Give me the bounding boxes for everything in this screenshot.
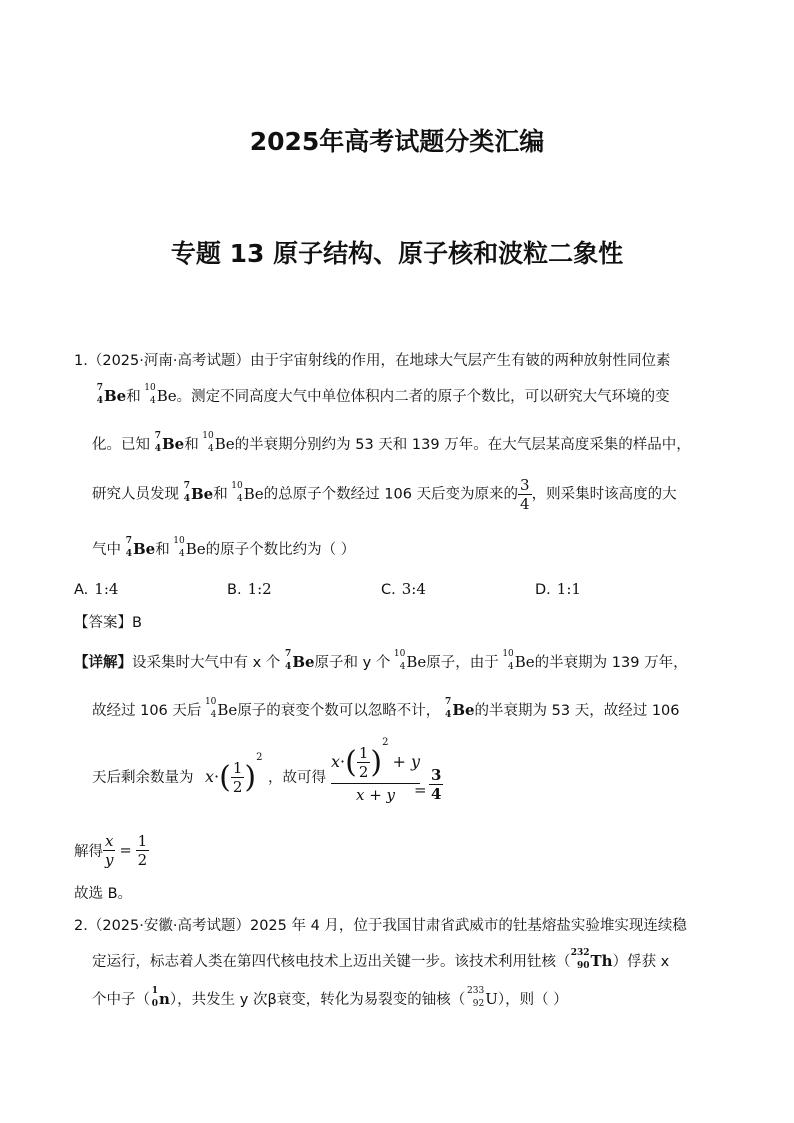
conclusion: 故选 B。 (74, 886, 133, 902)
ratio-result: $\frac{3}{4}$ (431, 766, 442, 803)
nuclide-be10: 10 4 Be (202, 431, 235, 454)
nuclide-be10: 10 4 Be (502, 649, 535, 672)
document-subtitle: 专题 13 原子结构、原子核和波粒二象性 (170, 239, 624, 268)
nuclide-neutron: 1 0 n (151, 986, 170, 1009)
nuclide-u233: 233 92 U (467, 986, 498, 1009)
nuclide-be7: 7 4 Be (96, 383, 127, 406)
option-b: B. 1:2 (227, 580, 272, 598)
detail-line-2: 故经过 106 天后 10 4 Be原子的衰变个数可以忽略不计， 7 4 Be的半衰期为 53 天，故经过 106 (92, 697, 680, 720)
q2-line-2: 定运行，标志着人类在第四代核电技术上迈出关键一步。该技术利用钍核（ 232 90 Th）俘获 x (92, 948, 670, 971)
nuclide-be7: 7 4 Be (125, 536, 156, 559)
q1-line-5: 气中 7 4 Be和 10 4 Be的原子个数比约为（ ） (92, 536, 356, 559)
nuclide-be10: 10 4 Be (173, 536, 206, 559)
q2-line-3: 个中子（ 1 0 n），共发生 y 次β衰变，转化为易裂变的铀核（ 233 92 U），则（ ） (92, 986, 568, 1009)
ratio-formula: x·( $\frac{1}{2}$ )$^2$+ y x + y (331, 737, 421, 804)
q1-line-1: 1.（2025·河南·高考试题）由于宇宙射线的作用，在地球大气层产生有铍的两种放射性同位素 (74, 353, 671, 369)
q1-line-2: 7 4 Be和 10 4 Be。测定不同高度大气中单位体积内二者的原子个数比，可以研究大气环境的变 (92, 385, 670, 407)
nuclide-be10: 10 4 Be (393, 649, 427, 672)
nuclide-be7: 7 4 Be (285, 649, 315, 672)
option-c: C. 3:4 (381, 580, 426, 598)
detail-line-3-text: 天后剩余数量为 (92, 770, 194, 786)
remaining-formula: x·( $\frac{1}{2}$ )$^2$ (205, 752, 263, 796)
answer: 【答案】B (74, 615, 142, 631)
detail-line-1: 【详解】设采集时大气中有 x 个 7 4 Be原子和 y 个 10 4 Be原子，由于 10 4 Be的半衰期为 139 万年， (74, 649, 688, 672)
document-title: 2025年高考试题分类汇编 (249, 127, 545, 156)
nuclide-be7: 7 4 Be (445, 697, 475, 720)
nuclide-be10: 10 4 Be (144, 383, 177, 406)
q2-line-1: 2.（2025·安徽·高考试题）2025 年 4 月，位于我国甘肃省武威市的钍基熔盐实验堆实现连续稳 (74, 918, 687, 934)
question-number: 2. (74, 918, 88, 934)
solve-line: 解得 $\frac{x}{y}$ = $\frac{1}{2}$ (74, 832, 148, 869)
nuclide-be10: 10 4 Be (231, 480, 264, 504)
detail-label: 【详解】 (74, 655, 132, 671)
option-d: D. 1:1 (535, 580, 581, 598)
q1-line-4: 研究人员发现 7 4 Be和 10 4 Be的总原子个数经过 106 天后变为原来的 $\frac{3}{4}$ ，则采集时该高度的大 (92, 476, 677, 513)
option-a: A. 1:4 (74, 580, 119, 598)
nuclide-be7: 7 4 Be (154, 431, 185, 454)
question-number: 1. (74, 353, 88, 369)
nuclide-be7: 7 4 Be (183, 480, 214, 504)
detail-line-3-mid: ，故可得 (268, 770, 326, 786)
nuclide-th232: 232 90 Th (570, 948, 613, 971)
nuclide-be10: 10 4 Be (204, 697, 238, 720)
q1-line-3: 化。已知 7 4 Be和 10 4 Be的半衰期分别约为 53 天和 139 万年。在大气层某高度采集的样品中， (92, 431, 691, 454)
fraction-three-quarters: $\frac{3}{4}$ (520, 476, 530, 513)
